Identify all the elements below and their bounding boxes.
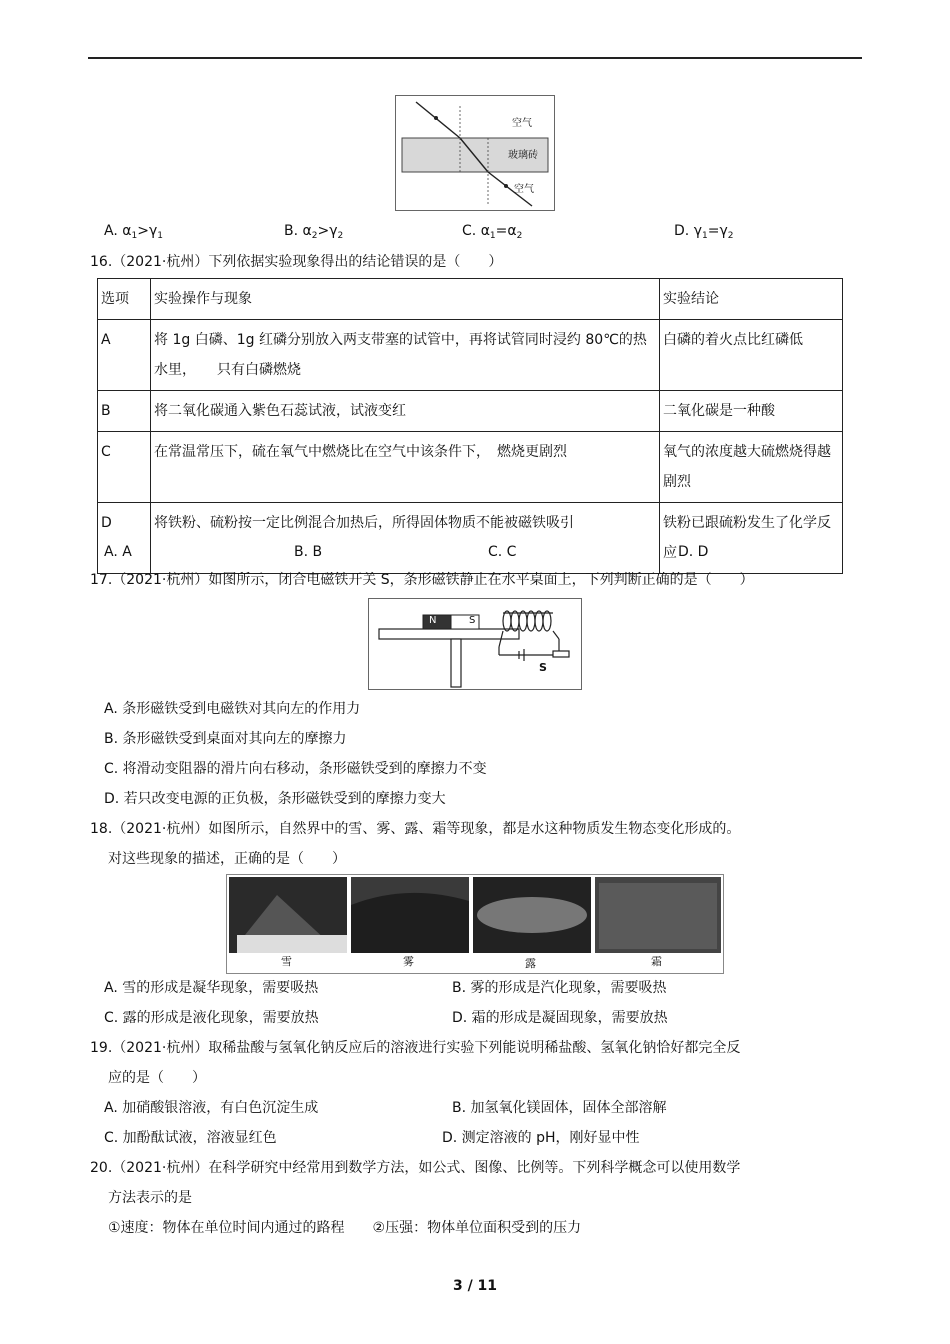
- magnet-n-label: N: [429, 615, 437, 626]
- caption-frost: 霜: [651, 955, 662, 968]
- q17-stem: 17.（2021·杭州）如图所示，闭合电磁铁开关 S，条形磁铁静止在水平桌面上，下列判断正确的是（ ）: [90, 572, 754, 588]
- q18-stem-line2: 对这些现象的描述，正确的是（ ）: [108, 851, 346, 867]
- caption-snow: 雪: [281, 955, 292, 968]
- header-option: 选项: [98, 279, 151, 320]
- q17-option-d: D. 若只改变电源的正负极，条形磁铁受到的摩擦力变大: [104, 791, 446, 807]
- row-operation: 将 1g 白磷、1g 红磷分别放入两支带塞的试管中，再将试管同时浸约 80℃的热水里， 只有白磷燃烧: [151, 320, 660, 391]
- refraction-figure: [395, 95, 555, 211]
- row-conclusion: 铁粉已跟硫粉发生了化学反应: [660, 503, 843, 574]
- q20-stem-line2: 方法表示的是: [108, 1190, 192, 1206]
- q17-option-a: A. 条形磁铁受到电磁铁对其向左的作用力: [104, 701, 361, 717]
- q17-option-c: C. 将滑动变阻器的滑片向右移动，条形磁铁受到的摩擦力不变: [104, 761, 487, 777]
- q19-stem-line2: 应的是（ ）: [108, 1070, 206, 1086]
- row-conclusion: 氧气的浓度越大硫燃烧得越剧烈: [660, 432, 843, 503]
- q19-option-d: D. 测定溶液的 pH，刚好显中性: [442, 1130, 640, 1146]
- q16-table: [97, 278, 843, 574]
- q20-items: ①速度：物体在单位时间内通过的路程 ②压强：物体单位面积受到的压力: [108, 1220, 582, 1236]
- q16-stem: 16.（2021·杭州）下列依据实验现象得出的结论错误的是（ ）: [90, 254, 503, 270]
- air-top-label: 空气: [512, 118, 532, 129]
- switch-s-label: S: [539, 661, 547, 674]
- q15-option-c: C. $\alpha_1=\alpha_2$: [462, 223, 523, 241]
- magnet-s-label: S: [469, 615, 476, 626]
- q16-option-c: C. C: [488, 544, 517, 560]
- q19-option-b: B. 加氢氧化镁固体，固体全部溶解: [452, 1100, 667, 1116]
- row-option: C: [98, 432, 151, 503]
- q16-option-d: D. D: [678, 544, 709, 560]
- air-bottom-label: 空气: [514, 184, 534, 195]
- q16-option-a: A. A: [104, 544, 132, 560]
- header-conclusion: 实验结论: [660, 279, 843, 320]
- q19-option-a: A. 加硝酸银溶液，有白色沉淀生成: [104, 1100, 319, 1116]
- table-row: [98, 391, 843, 432]
- q18-option-d: D. 霜的形成是凝固现象，需要放热: [452, 1010, 668, 1026]
- row-option: D: [98, 503, 151, 574]
- row-option: A: [98, 320, 151, 391]
- row-operation: 将铁粉、硫粉按一定比例混合加热后，所得固体物质不能被磁铁吸引: [151, 503, 660, 574]
- row-conclusion: 二氧化碳是一种酸: [660, 391, 843, 432]
- weather-photos-figure: [226, 874, 724, 974]
- q15-option-d: D. $\gamma_1=\gamma_2$: [674, 223, 734, 241]
- q16-option-b: B. B: [294, 544, 323, 560]
- q18-stem-line1: 18.（2021·杭州）如图所示，自然界中的雪、雾、露、霜等现象，都是水这种物质发生物态变化形成的。: [90, 821, 741, 837]
- caption-dew: 露: [525, 957, 536, 970]
- row-option: B: [98, 391, 151, 432]
- page-number: 3 / 11: [452, 1278, 498, 1294]
- q18-option-c: C. 露的形成是液化现象，需要放热: [104, 1010, 319, 1026]
- table-row: [98, 503, 843, 574]
- glass-label: 玻璃砖: [508, 150, 538, 161]
- q18-option-a: A. 雪的形成是凝华现象，需要吸热: [104, 980, 319, 996]
- q17-option-b: B. 条形磁铁受到桌面对其向左的摩擦力: [104, 731, 347, 747]
- header-operation: 实验操作与现象: [151, 279, 660, 320]
- electromagnet-figure: [368, 598, 582, 690]
- header-rule: [88, 57, 862, 59]
- table-row: [98, 432, 843, 503]
- row-operation: 将二氧化碳通入紫色石蕊试液，试液变红: [151, 391, 660, 432]
- q15-option-a: A. $\alpha_1>\gamma_1$: [104, 223, 163, 241]
- q15-option-b: B. $\alpha_2>\gamma_2$: [284, 223, 344, 241]
- q19-stem-line1: 19.（2021·杭州）取稀盐酸与氢氧化钠反应后的溶液进行实验下列能说明稀盐酸、氢氧化钠恰好都完全反: [90, 1040, 741, 1056]
- row-conclusion: 白磷的着火点比红磷低: [660, 320, 843, 391]
- table-header-row: [98, 279, 843, 320]
- q18-option-b: B. 雾的形成是汽化现象，需要吸热: [452, 980, 667, 996]
- q19-option-c: C. 加酚酞试液，溶液显红色: [104, 1130, 277, 1146]
- row-operation: 在常温常压下，硫在氧气中燃烧比在空气中该条件下， 燃烧更剧烈: [151, 432, 660, 503]
- caption-fog: 雾: [403, 955, 414, 968]
- q20-stem-line1: 20.（2021·杭州）在科学研究中经常用到数学方法，如公式、图像、比例等。下列科学概念可以使用数学: [90, 1160, 741, 1176]
- table-row: [98, 320, 843, 391]
